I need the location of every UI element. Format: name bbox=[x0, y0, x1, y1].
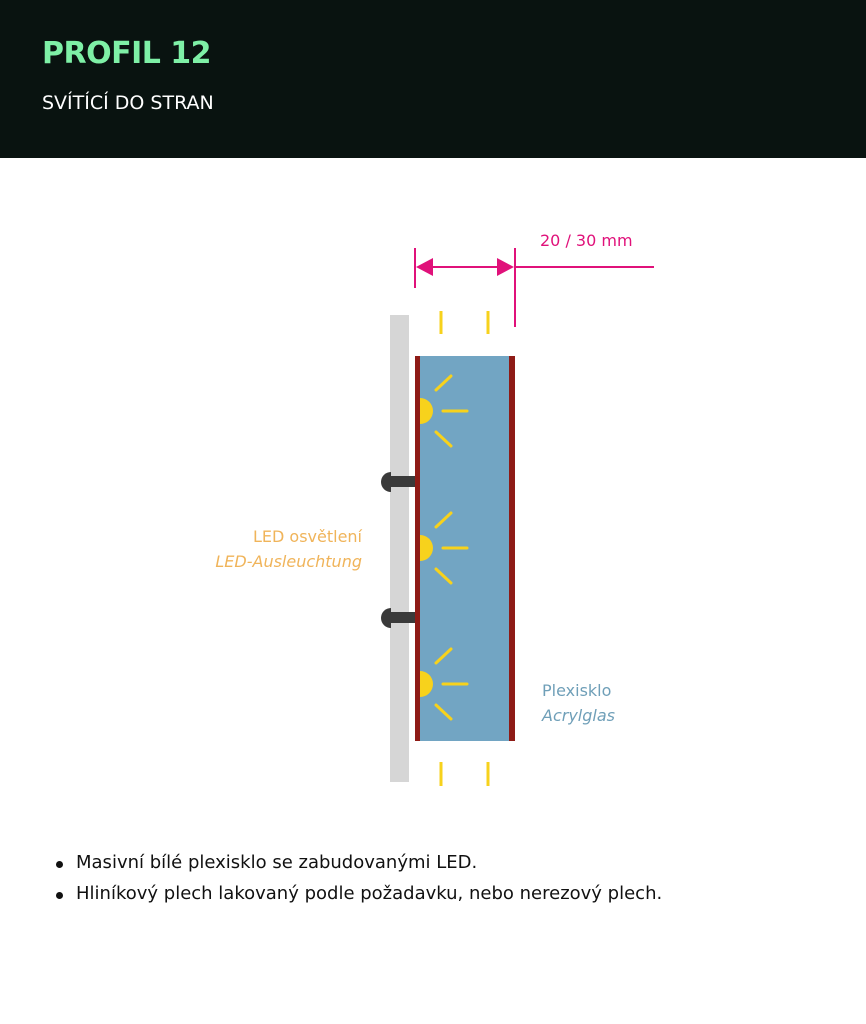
led-label-cz: LED osvětlení bbox=[252, 527, 362, 546]
acrylic-label-de: Acrylglas bbox=[542, 706, 615, 725]
frame-left bbox=[415, 356, 420, 741]
led-label-de: LED-Ausleuchtung bbox=[215, 552, 362, 571]
list-item: Masivní bílé plexisklo se zabudovanými LED. bbox=[52, 852, 662, 873]
dimension-line bbox=[415, 248, 654, 327]
page-title: PROFIL 12 bbox=[42, 36, 212, 71]
header-bar bbox=[0, 0, 866, 158]
frame-right bbox=[509, 356, 515, 741]
dimension-label: 20 / 30 mm bbox=[540, 231, 633, 250]
list-item: Hliníkový plech lakovaný podle požadavku, nebo nerezový plech. bbox=[52, 883, 662, 904]
feature-list bbox=[52, 852, 662, 914]
page-subtitle: SVÍTÍCÍ DO STRAN bbox=[42, 92, 214, 114]
profile-diagram bbox=[0, 158, 866, 838]
light-marks-bottom bbox=[441, 762, 488, 786]
wall bbox=[390, 315, 409, 782]
acrylic-label-cz: Plexisklo bbox=[542, 681, 612, 700]
light-marks-top bbox=[441, 311, 488, 334]
